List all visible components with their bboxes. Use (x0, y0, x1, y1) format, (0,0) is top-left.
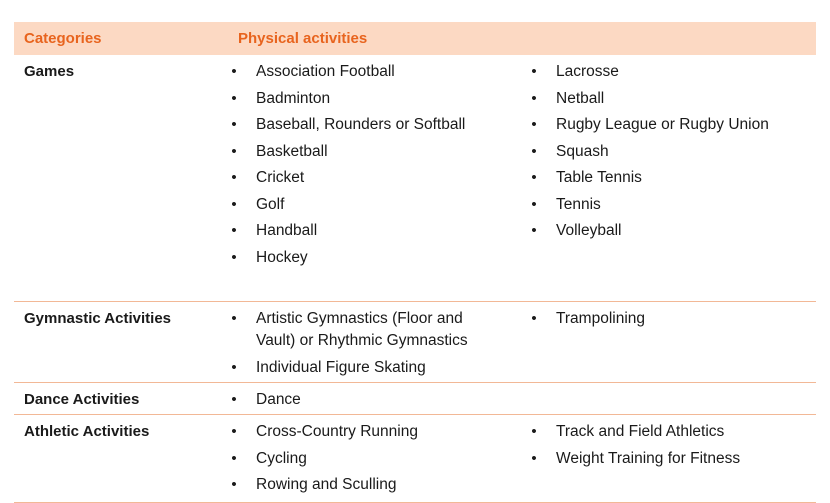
bullet-icon: • (231, 195, 237, 213)
list-item (228, 474, 528, 496)
activity-label: Trampolining (556, 310, 646, 327)
activities-column-b (528, 55, 816, 301)
activity-label: Rugby League or Rugby Union (556, 116, 769, 133)
bullet-icon: • (231, 169, 237, 186)
activity-label: Cricket (256, 169, 305, 186)
table-row-gymnastic (14, 302, 816, 383)
list-item (228, 61, 528, 83)
bullet-icon: • (531, 222, 537, 239)
bullet-icon: • (531, 116, 537, 133)
activity-label: Baseball, Rounders or Softball (256, 116, 466, 133)
list-item (228, 194, 528, 216)
activity-label: Dance (256, 391, 301, 408)
header-categories: Categories (24, 30, 102, 47)
activity-label: Lacrosse (556, 63, 619, 80)
list-item (228, 421, 528, 443)
activity-label: Weight Training for Fitness (556, 449, 741, 467)
activities-column-a (228, 383, 528, 414)
list-item (228, 448, 528, 470)
bullet-icon: • (231, 310, 237, 327)
bullet-icon: • (231, 222, 237, 239)
activities-column-a (228, 415, 528, 502)
activities-column-a (228, 302, 528, 382)
category-label: Athletic Activities (24, 423, 150, 440)
activity-label: Netball (556, 89, 605, 107)
bullet-icon: • (531, 310, 537, 327)
list-item (228, 220, 528, 242)
activity-label: Cross-Country Running (256, 423, 418, 440)
activity-label: Squash (556, 142, 609, 160)
bullet-icon: • (531, 169, 537, 186)
bullet-icon: • (531, 423, 537, 440)
bullet-icon: • (531, 63, 537, 80)
bullet-icon: • (231, 248, 237, 266)
activity-label: Hockey (256, 248, 308, 266)
activity-label: Basketball (256, 142, 328, 160)
activities-table (14, 22, 816, 503)
activity-label: Cycling (256, 449, 307, 467)
list-item (228, 247, 528, 269)
list-item (528, 167, 816, 189)
list-item (528, 308, 816, 330)
list-item (228, 308, 478, 352)
bullet-icon: • (531, 449, 537, 467)
bullet-icon: • (531, 142, 537, 160)
list-item (528, 194, 816, 216)
list-item (228, 389, 528, 411)
activity-label: Rowing and Sculling (256, 476, 397, 493)
list-item (528, 421, 816, 443)
bullet-icon: • (531, 195, 537, 213)
activity-label: Badminton (256, 89, 331, 107)
list-item (528, 448, 816, 470)
bullet-icon: • (231, 358, 237, 376)
list-item (228, 114, 528, 136)
category-label: Dance Activities (24, 391, 140, 408)
category-label: Games (24, 63, 75, 80)
list-item (228, 357, 478, 379)
activities-column-a (228, 55, 528, 301)
list-item (528, 88, 816, 110)
activities-column-b (528, 415, 816, 502)
activity-label: Handball (256, 222, 318, 239)
bullet-icon: • (231, 449, 237, 467)
bullet-icon: • (231, 391, 237, 408)
activities-column-b (528, 302, 816, 382)
activity-label: Volleyball (556, 222, 622, 239)
list-item (528, 141, 816, 163)
list-item (228, 141, 528, 163)
activity-label: Golf (256, 195, 285, 213)
activity-label: Table Tennis (556, 169, 642, 186)
table-row-games (14, 55, 816, 302)
list-item (528, 114, 816, 136)
list-item (528, 61, 816, 83)
table-header (14, 22, 816, 55)
activity-label: Tennis (556, 195, 601, 213)
list-item (228, 167, 528, 189)
bullet-icon: • (231, 142, 237, 160)
list-item (228, 88, 528, 110)
bullet-icon: • (531, 89, 537, 107)
header-physical-activities: Physical activities (238, 30, 368, 47)
bullet-icon: • (231, 63, 237, 80)
activity-label: Association Football (256, 63, 395, 80)
list-item (528, 220, 816, 242)
activity-label: Artistic Gymnastics (Floor and Vault) or Rhythmic Gymnastics (256, 310, 468, 349)
table-row-dance (14, 383, 816, 415)
bullet-icon: • (231, 423, 237, 440)
activities-column-b (528, 383, 816, 414)
bullet-icon: • (231, 89, 237, 107)
activity-label: Track and Field Athletics (556, 423, 725, 440)
bullet-icon: • (231, 116, 237, 133)
bullet-icon: • (231, 476, 237, 493)
activity-label: Individual Figure Skating (256, 358, 426, 376)
category-label: Gymnastic Activities (24, 310, 172, 327)
